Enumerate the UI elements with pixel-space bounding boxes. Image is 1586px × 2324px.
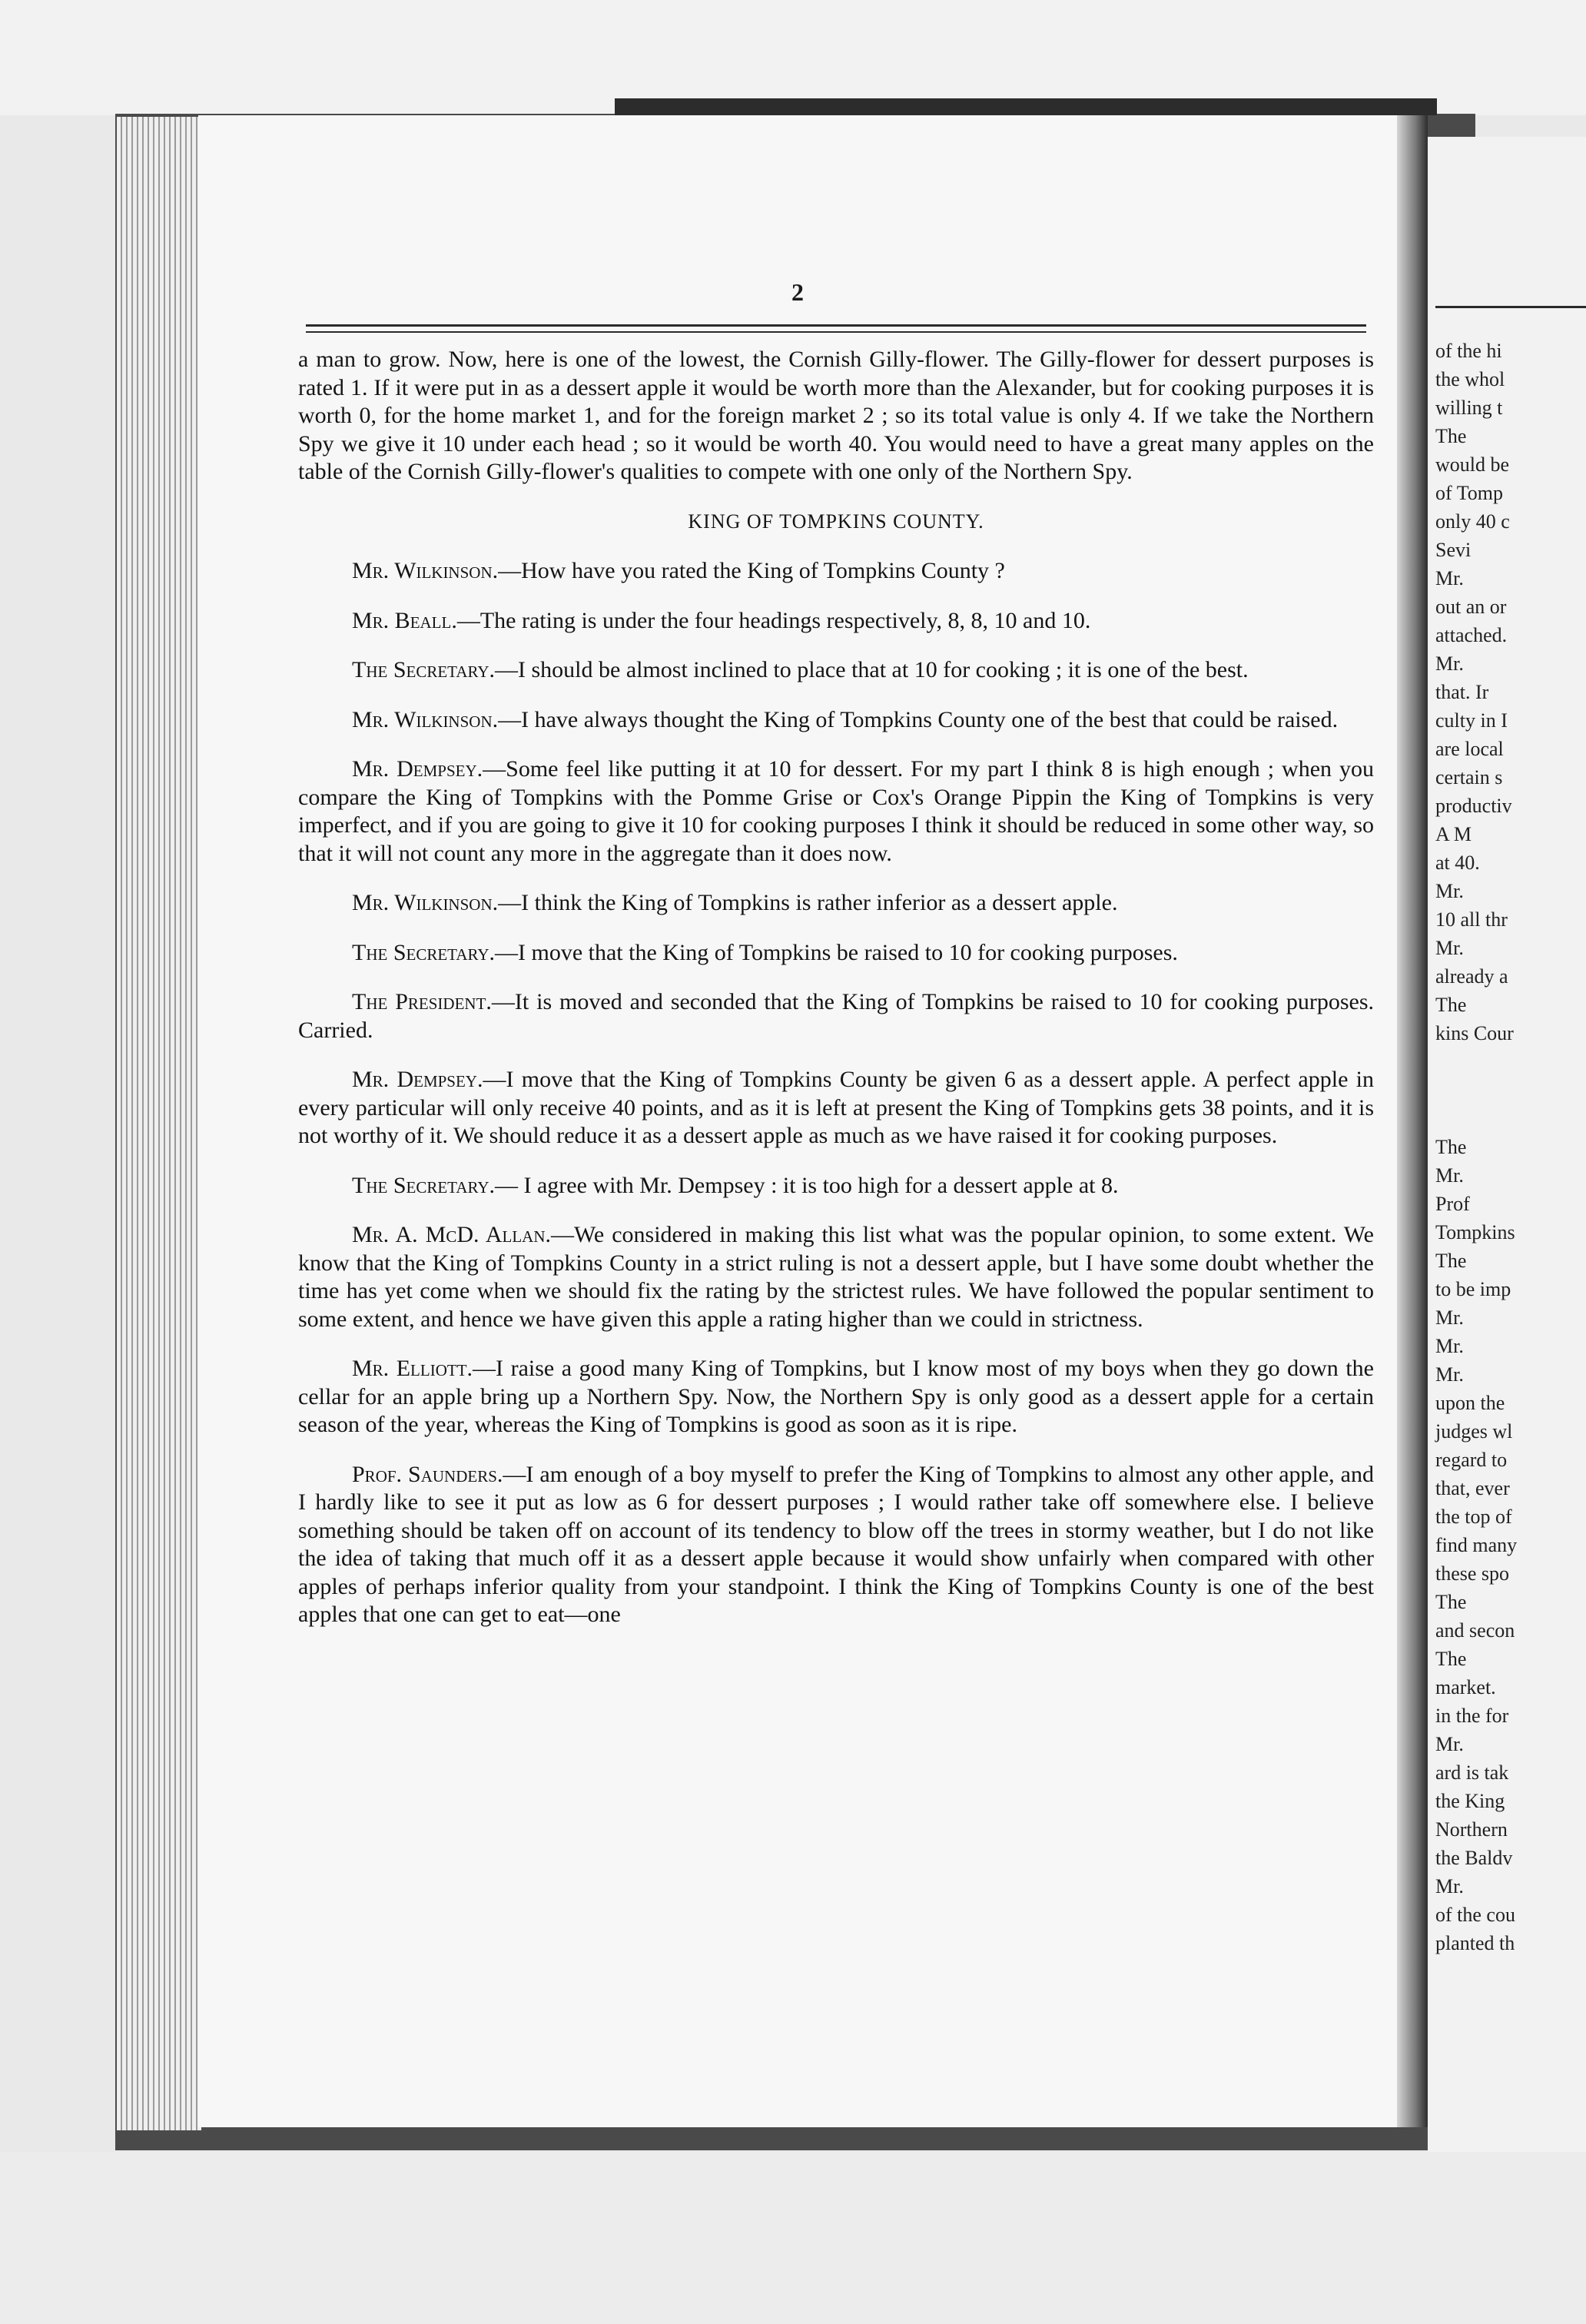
facing-line: The [1435,1591,1467,1613]
facing-line: Mr. [1435,937,1464,959]
speech-text: —I move that the King of Tompkins be raised to 10 for cooking purposes. [495,939,1178,965]
speaker-name: The Secretary. [352,1172,495,1198]
facing-line: Mr. [1435,1733,1464,1755]
facing-line: and secon [1435,1619,1515,1642]
facing-line: of Tomp [1435,482,1503,504]
facing-line: certain s [1435,766,1503,788]
section-heading: KING OF TOMPKINS COUNTY. [688,510,984,533]
page-shadow [615,98,1437,115]
dialogue-paragraph [298,607,1374,636]
speech-text: —I think the King of Tompkins is rather inferior as a dessert apple. [498,890,1118,915]
facing-line: Tompkins [1435,1221,1515,1243]
bottom-margin [0,2152,1586,2324]
facing-line: at 40. [1435,852,1480,874]
speech-text: —I should be almost inclined to place that at 10 for cooking ; it is one of the best. [495,657,1249,682]
dialogue-paragraph [298,1221,1374,1333]
facing-line: already a [1435,965,1508,988]
facing-line: the top of [1435,1506,1512,1528]
facing-line: Mr. [1435,652,1464,675]
facing-line: Mr. [1435,1164,1464,1187]
speech-text: —We considered in making this list what was the popular opinion, to some extent. We know that the King of Tompkins County in a strict ruling is not a dessert apple, but I have some doubt whether the time has yet come when we should fix the rating by the strictest rules. We have followed the popular sentiment to some extent, and hence we have given this apple a rating higher than we could in strictness. [298,1222,1374,1332]
facing-line: are local [1435,738,1504,760]
facing-line: productiv [1435,795,1512,817]
facing-page-lines [1435,337,1517,1957]
speaker-name: Mr. Dempsey. [352,756,483,782]
facing-line: that, ever [1435,1477,1510,1499]
speaker-name: The President. [352,989,492,1014]
speech-text: —The rating is under the four headings respectively, 8, 8, 10 and 10. [456,607,1091,633]
header-rule-double [306,331,1366,333]
speaker-name: Mr. Wilkinson. [352,558,499,583]
dialogue-paragraph [298,939,1374,968]
facing-line: Mr. [1435,1335,1464,1357]
facing-line: these spo [1435,1562,1510,1585]
facing-line: Mr. [1435,880,1464,902]
dialogue-paragraph [298,1066,1374,1150]
speech-text: —I have always thought the King of Tompkins County one of the best that could be raised. [498,706,1339,732]
dialogue-paragraph [298,706,1374,735]
facing-line: the whol [1435,368,1505,390]
book-gutter [1397,115,1428,2127]
facing-line: Mr. [1435,1306,1464,1329]
speech-text: —How have you rated the King of Tompkins County ? [498,558,1005,583]
facing-line: willing t [1435,397,1503,419]
facing-line: attached. [1435,624,1508,646]
facing-line: Mr. [1435,1363,1464,1386]
facing-line: A M [1435,823,1472,845]
facing-line: The [1435,994,1467,1016]
dialogue [298,557,1374,1629]
speaker-name: Mr. Wilkinson. [352,706,499,732]
facing-line [1435,1104,1517,1133]
speaker-name: Mr. Wilkinson. [352,890,499,915]
facing-line: only 40 c [1435,510,1510,533]
speech-text: —Some feel like putting it at 10 for dessert. For my part I think 8 is high enough ; when you compare the King of Tompkins with the Pomme Grise or Cox's Orange Pippin the King of Tompkins is very imperfect, and if you are going to give it 10 for cooking purposes I think it should be reduced in some other way, so that it will not count any more in the aggregate than it does now. [298,756,1374,866]
facing-line: of the hi [1435,340,1502,362]
facing-line: The [1435,1250,1467,1272]
facing-line: The [1435,1648,1467,1670]
speech-text: —I move that the King of Tompkins County be given 6 as a dessert apple. A perfect apple in every particular will only receive 40 points, and as it is left at present the King of Tompkins gets 38 points, and it is not worthy of it. We should reduce it as a dessert apple as much as we have raised it for cooking purposes. [298,1067,1375,1148]
intro-paragraph: a man to grow. Now, here is one of the lowest, the Cornish Gilly-flower. The Gilly-flower for dessert purposes is rated 1. If it were put in as a dessert apple it would be worth more than the Alexander, but for cooking purposes it is worth 0, for the home market 1, and for the foreign market 2 ; so its total value is only 4. If we take the Northern Spy we give it 10 under each head ; so it would be worth 40. You would need to have a great many apples on the table of the Cornish Gilly-flower's qualities to compete with one only of the Northern Spy. [298,347,1374,484]
facing-line: regard to [1435,1449,1508,1471]
speaker-name: The Secretary. [352,657,495,682]
page-number: 2 [791,278,804,306]
speaker-name: Mr. Elliott. [352,1356,473,1381]
facing-line: Northern [1435,1818,1508,1841]
body-text [298,346,1374,1651]
dialogue-paragraph [298,1461,1374,1629]
speech-text: —It is moved and seconded that the King of Tompkins be raised to 10 for cooking purposes. Carried. [298,989,1374,1043]
left-page [198,115,1397,2127]
facing-line: The [1435,1136,1467,1158]
facing-line: in the for [1435,1705,1509,1727]
page-edges [117,117,201,2130]
speaker-name: The Secretary. [352,939,495,965]
speech-text: — I agree with Mr. Dempsey : it is too high for a dessert apple at 8. [495,1172,1119,1198]
facing-line: The [1435,425,1467,447]
facing-page [1428,137,1586,2158]
facing-line: kins Cour [1435,1022,1514,1044]
dialogue-paragraph [298,1355,1374,1439]
facing-line: market. [1435,1676,1496,1698]
dialogue-paragraph [298,557,1374,586]
facing-line [1435,1047,1517,1076]
header-rule [306,324,1366,327]
facing-line: Mr. [1435,567,1464,589]
dialogue-paragraph [298,1172,1374,1200]
facing-header-rule [1435,306,1586,308]
facing-line: that. Ir [1435,681,1489,703]
facing-line: planted th [1435,1932,1515,1954]
facing-line: out an or [1435,596,1507,618]
facing-line: judges wl [1435,1420,1513,1443]
facing-line: upon the [1435,1392,1505,1414]
facing-line: Sevi [1435,539,1472,561]
facing-line: the Baldv [1435,1847,1513,1869]
facing-line: Prof [1435,1193,1470,1215]
speaker-name: Mr. A. McD. Allan. [352,1222,552,1247]
speech-text: —I raise a good many King of Tompkins, but I know most of my boys when they go down the cellar for an apple bring up a Northern Spy. Now, the Northern Spy is only good as a dessert apple for a certain season of the year, whereas the King of Tompkins is good as soon as it is ripe. [298,1356,1374,1437]
dialogue-paragraph [298,988,1374,1044]
facing-line: of the cou [1435,1904,1515,1926]
facing-line [1435,1076,1517,1104]
speaker-name: Mr. Dempsey. [352,1067,483,1092]
dialogue-paragraph [298,889,1374,918]
facing-line: the King [1435,1790,1505,1812]
dialogue-paragraph [298,755,1374,868]
facing-line: 10 all thr [1435,908,1508,931]
speaker-name: Mr. Beall. [352,607,457,633]
facing-line: find many [1435,1534,1518,1556]
speaker-name: Prof. Saunders. [352,1461,503,1487]
facing-line: Mr. [1435,1875,1464,1897]
facing-line: culty in I [1435,709,1508,732]
facing-line: would be [1435,453,1510,476]
facing-line: ard is tak [1435,1761,1509,1784]
speech-text: —I am enough of a boy myself to prefer the King of Tompkins to almost any other apple, and I hardly like to see it put as low as 6 for dessert purposes ; I would rather take off somewhere else. I believe something should be taken off on account of its tendency to blow off the trees in stormy weather, but I do not like the idea of taking that much off it as a dessert apple because it would show unfairly when compared with other apples of perhaps inferior quality from your standpoint. I think the King of Tompkins County is one of the best apples that one can get to eat—one [298,1461,1374,1627]
facing-line: to be imp [1435,1278,1511,1300]
dialogue-paragraph [298,656,1374,685]
